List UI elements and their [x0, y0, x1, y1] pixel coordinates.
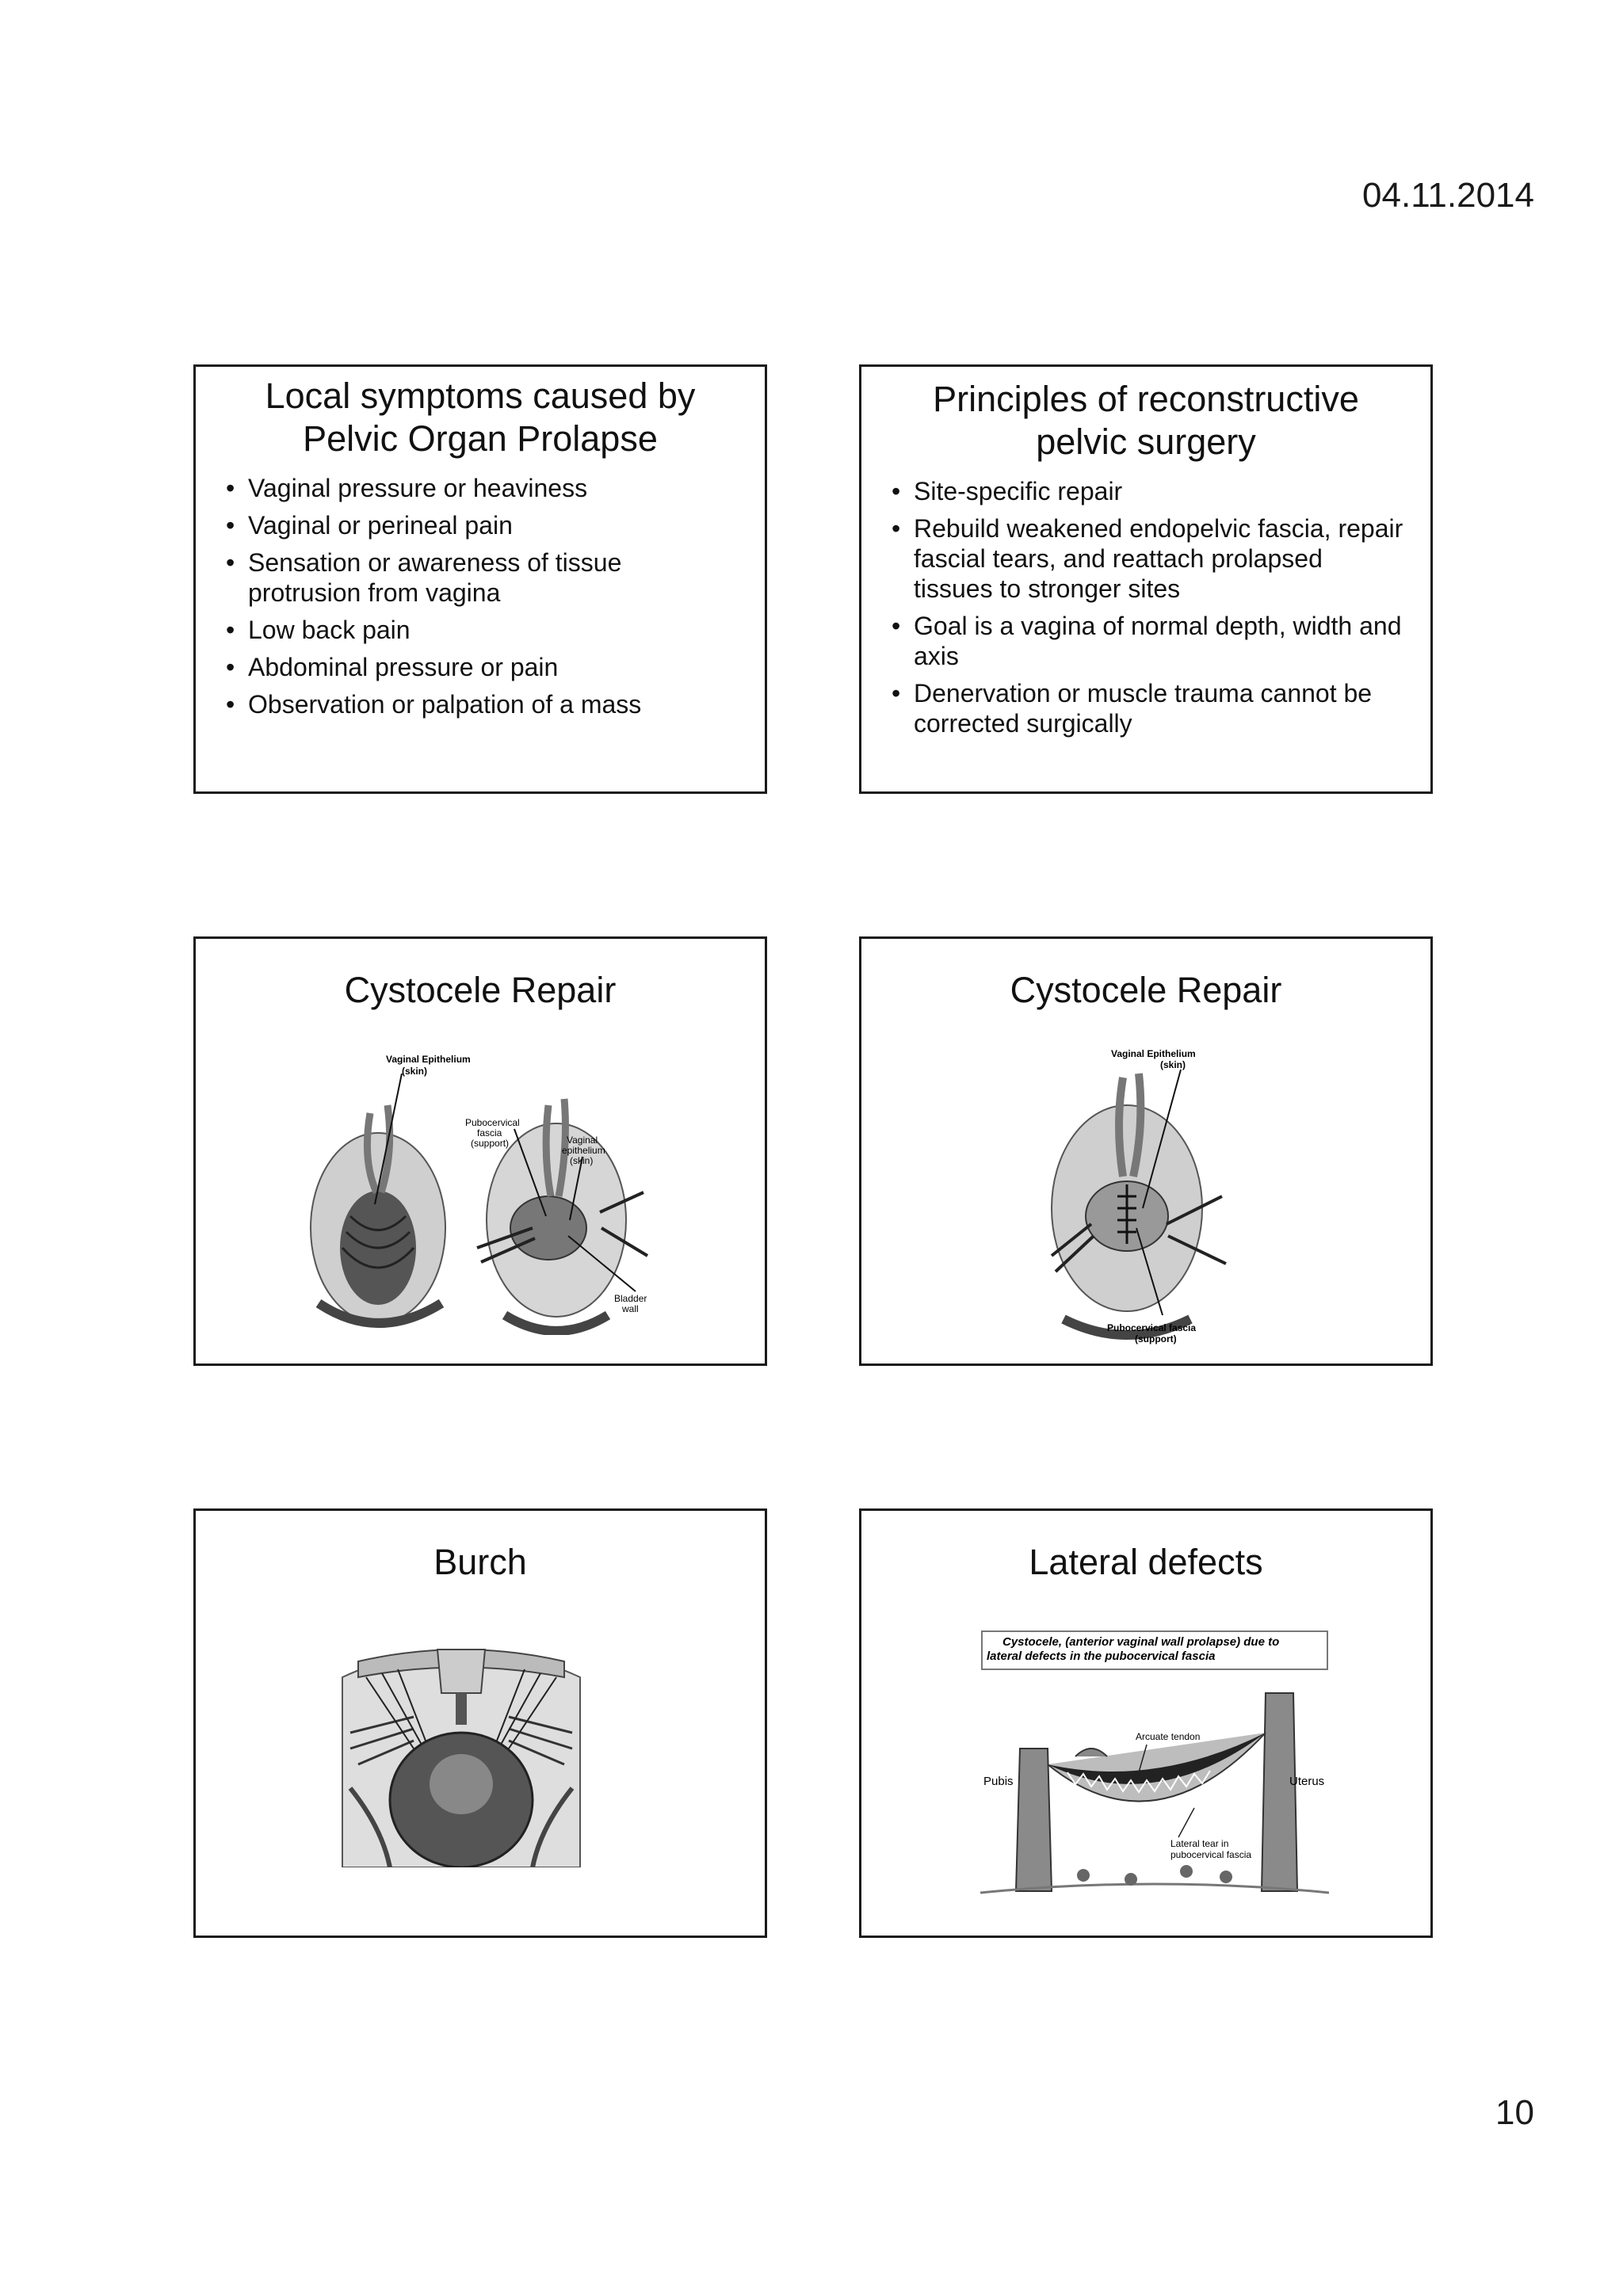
- slide-title: [877, 378, 1415, 463]
- bullet-list: [223, 473, 738, 719]
- slide-local-symptoms: [193, 364, 767, 794]
- slide-title: [212, 375, 749, 460]
- page-date: 04.11.2014: [1362, 176, 1534, 215]
- slide-reconstructive-principles: [859, 364, 1433, 794]
- label-epithelium: epithelium: [562, 1145, 605, 1156]
- caption-line-2: lateral defects in the pubocervical fascia: [987, 1650, 1216, 1663]
- hammock-drawing: [980, 1693, 1329, 1893]
- label-skin: (skin): [1160, 1059, 1186, 1070]
- label-lateral-tear-1: Lateral tear in: [1170, 1838, 1229, 1849]
- bullet-item: • Vaginal pressure or heaviness: [223, 473, 738, 503]
- label-vaginal: Vaginal: [567, 1135, 598, 1146]
- label-skin: (skin): [402, 1066, 428, 1077]
- label-wall: wall: [622, 1303, 639, 1314]
- anatomy-drawing: [1052, 1070, 1226, 1335]
- slide-lateral-defects: [859, 1508, 1433, 1938]
- bullet-item: • Denervation or muscle trauma cannot be corrected surgically: [888, 678, 1403, 738]
- bullet-item: • Sensation or awareness of tissue protrusion from vagina: [223, 547, 738, 608]
- title-line-1: Principles of reconstructive: [933, 379, 1359, 419]
- label-uterus: Uterus: [1289, 1775, 1325, 1788]
- bullet-item: • Vaginal or perineal pain: [223, 510, 738, 540]
- hammock-illustration: [980, 1630, 1329, 1899]
- label-vaginal-epithelium: Vaginal Epithelium: [386, 1054, 471, 1065]
- label-fascia: fascia: [477, 1127, 502, 1138]
- slide-title: Lateral defects: [1029, 1542, 1263, 1582]
- label-support: (support): [1135, 1333, 1177, 1344]
- label-lateral-tear-2: pubocervical fascia: [1170, 1849, 1252, 1860]
- bullet-item: • Abdominal pressure or pain: [223, 652, 738, 682]
- page-number: 10: [1495, 2093, 1534, 2132]
- label-support: (support): [471, 1138, 510, 1149]
- slide-title: Cystocele Repair: [1010, 970, 1282, 1010]
- caption-line-1: Cystocele, (anterior vaginal wall prolapse) due to: [1002, 1635, 1280, 1649]
- bullet-list: [888, 476, 1403, 738]
- label-pubis: Pubis: [983, 1775, 1014, 1788]
- label-bladder: Bladder: [614, 1293, 647, 1304]
- anatomy-drawing: [342, 1650, 580, 1867]
- slide-cystocele-repair-2: [859, 936, 1433, 1366]
- bullet-item: • Goal is a vagina of normal depth, width and axis: [888, 611, 1403, 671]
- slide-title: Burch: [433, 1542, 527, 1582]
- label-arcuate-tendon: Arcuate tendon: [1136, 1731, 1201, 1742]
- label-skin-2: (skin): [570, 1155, 594, 1166]
- slide-burch: [193, 1508, 767, 1938]
- bullet-item: • Observation or palpation of a mass: [223, 689, 738, 719]
- burch-illustration: [334, 1630, 588, 1867]
- bullet-item: • Site-specific repair: [888, 476, 1403, 506]
- cystocele-illustration: [283, 1050, 695, 1335]
- title-line-2: pelvic surgery: [1036, 421, 1256, 462]
- title-line-1: Local symptoms caused by: [265, 376, 696, 416]
- label-pubocervical-fascia: Pubocervical fascia: [1107, 1322, 1197, 1333]
- slide-title: Cystocele Repair: [344, 970, 617, 1010]
- bullet-item: • Low back pain: [223, 615, 738, 645]
- title-line-2: Pelvic Organ Prolapse: [303, 418, 658, 459]
- slide-cystocele-repair-1: [193, 936, 767, 1366]
- cystocele-repair-illustration: [1024, 1046, 1277, 1347]
- label-pubocervical: Pubocervical: [465, 1117, 520, 1128]
- left-anatomy-drawing: [311, 1074, 445, 1323]
- bullet-item: • Rebuild weakened endopelvic fascia, repair fascial tears, and reattach prolapsed tissues to stronger sites: [888, 513, 1403, 604]
- label-vaginal-epithelium: Vaginal Epithelium: [1111, 1048, 1196, 1059]
